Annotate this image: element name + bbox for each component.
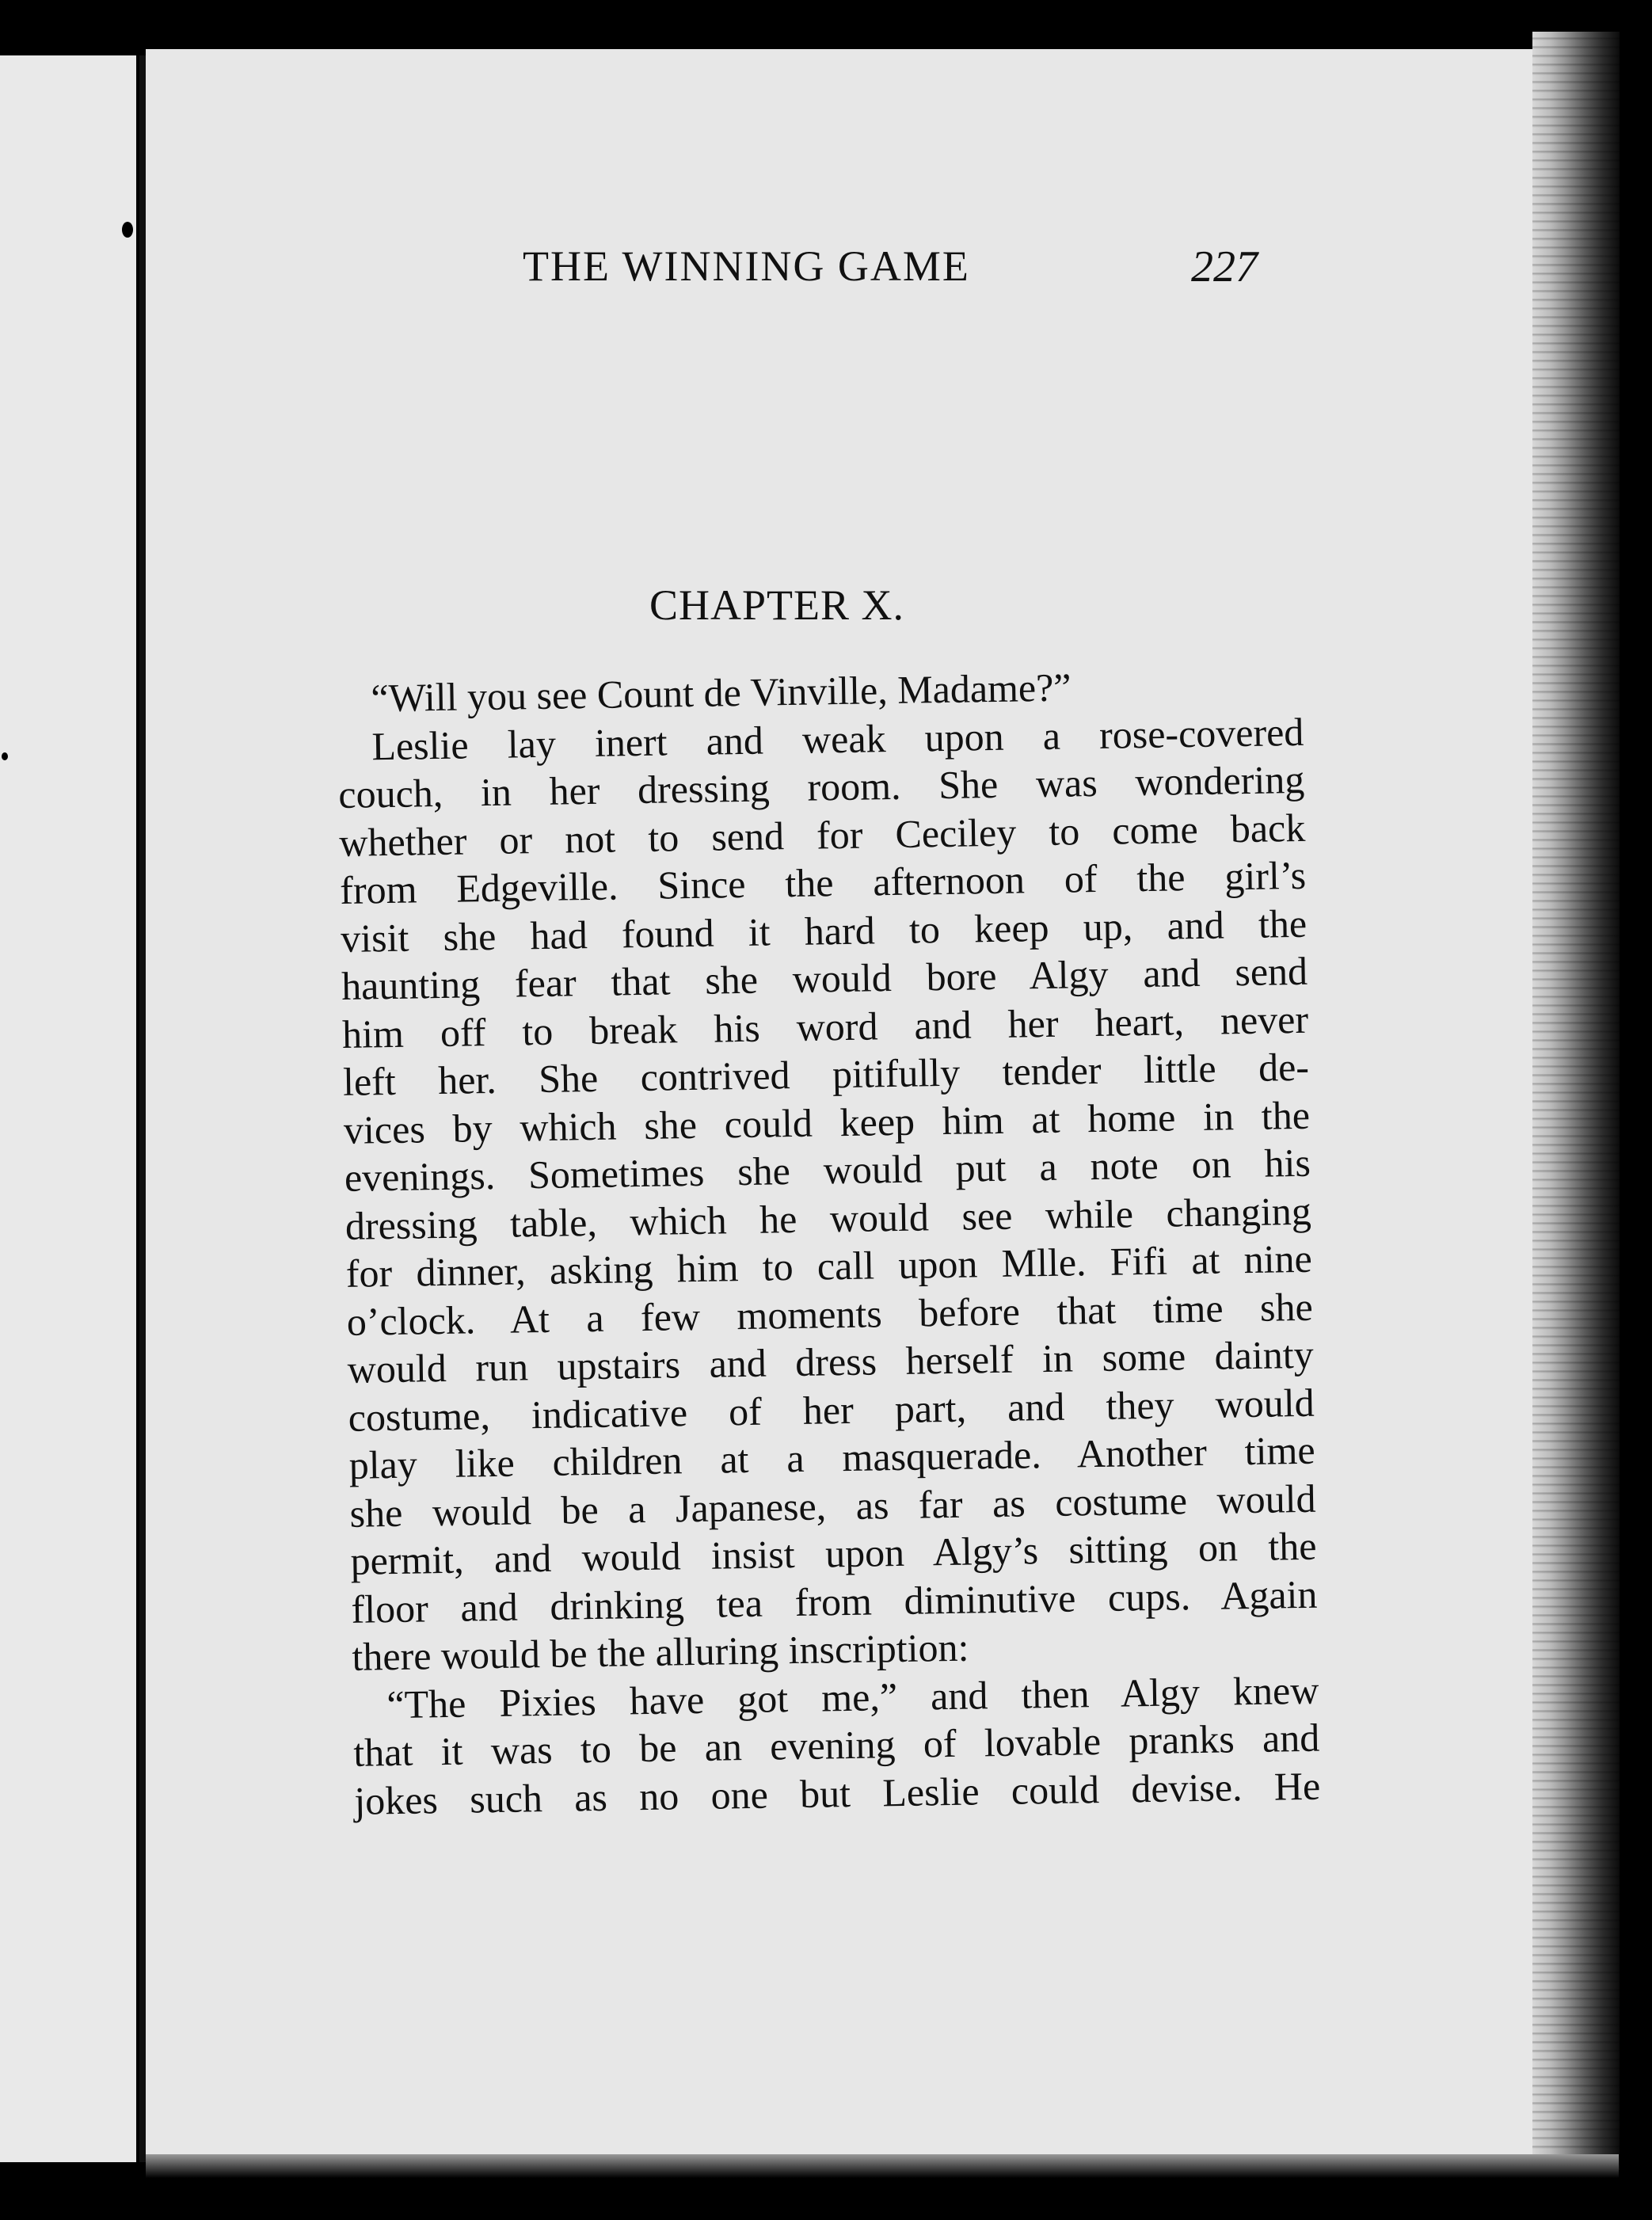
text-line: couch, in her dressing room. She was wondering xyxy=(337,756,1305,817)
text-line: would run upstairs and dress herself in some dainty xyxy=(347,1331,1315,1392)
left-page-edge xyxy=(0,55,136,2162)
text-line: whether or not to send for Ceciley to come back xyxy=(338,805,1306,865)
text-line: dressing table, which he would see while changing xyxy=(344,1188,1312,1248)
text-line: “The Pixies have got me,” and then Algy knew xyxy=(386,1667,1319,1727)
text-line: him off to break his word and her heart, never xyxy=(341,996,1309,1057)
text-line: Leslie lay inert and weak upon a rose-covered xyxy=(371,709,1304,768)
page-fore-edge xyxy=(1532,32,1620,2170)
text-line: she would be a Japanese, as far as costume would xyxy=(349,1476,1316,1536)
text-line: jokes such as no one but Leslie could devise. He xyxy=(353,1763,1321,1823)
text-line: floor and drinking tea from diminutive cups. Again xyxy=(351,1571,1318,1632)
text-line: permit, and would insist upon Algy’s sitting on the xyxy=(350,1523,1317,1583)
gutter-line xyxy=(139,55,146,2162)
text-line: from Edgeville. Since the afternoon of the girl’s xyxy=(339,852,1307,912)
text-line: evenings. Sometimes she would put a note on his xyxy=(344,1140,1311,1200)
margin-mark xyxy=(122,222,133,238)
text-line: play like children at a masquerade. Another time xyxy=(348,1427,1315,1487)
text-line: o’clock. At a few moments before that time she xyxy=(346,1284,1314,1344)
page-bottom-shadow xyxy=(146,2154,1619,2178)
text-line: there would be the alluring inscription: xyxy=(352,1624,969,1679)
running-head: THE WINNING GAME xyxy=(523,242,970,290)
text-line: vices by which she could keep him at home in the xyxy=(343,1092,1311,1152)
page-number: 227 xyxy=(1191,242,1258,291)
text-line: costume, indicative of her part, and they would xyxy=(348,1380,1315,1440)
text-line: that it was to be an evening of lovable pranks and xyxy=(352,1715,1320,1775)
text-line: haunting fear that she would bore Algy and send xyxy=(341,948,1308,1008)
text-line: “Will you see Count de Vinville, Madame?” xyxy=(371,664,1072,721)
text-line: left her. She contrived pitifully tender little de- xyxy=(342,1044,1310,1104)
text-line: for dinner, asking him to call upon Mlle. Fifi at nine xyxy=(345,1236,1313,1296)
text-line: visit she had found it hard to keep up, and the xyxy=(340,901,1308,961)
margin-mark xyxy=(2,752,8,760)
body-text xyxy=(337,660,1321,1825)
chapter-heading: CHAPTER X. xyxy=(649,581,905,629)
